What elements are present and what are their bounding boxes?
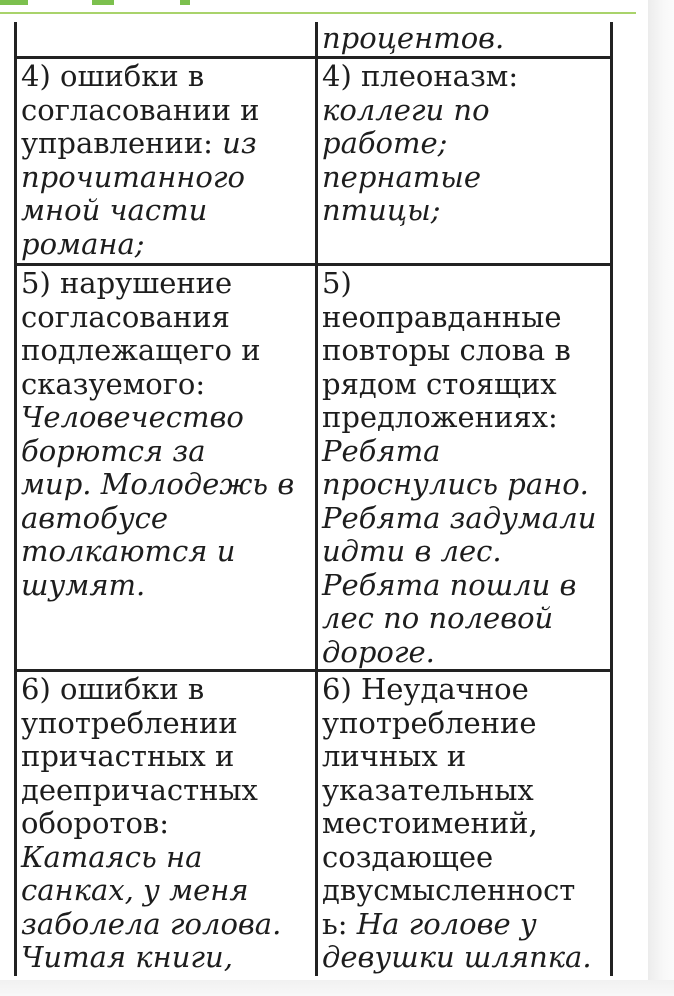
table-row: [14, 672, 613, 976]
table-cell-left: [14, 22, 315, 57]
page-shadow-right: [648, 0, 674, 996]
table-cell-left: 6) ошибки в употреблении причастных и деепричастных оборотов: Катаясь на санках, у меня заболела голова. Читая книги,: [14, 672, 315, 976]
table-row: [14, 59, 613, 263]
accent-segment: [180, 0, 190, 5]
accent-segment: [0, 0, 28, 5]
table-cell-right: процентов.: [315, 22, 613, 57]
table-cell-left: 4) ошибки в согласовании и управлении: из прочитанного мной части романа;: [14, 59, 315, 263]
table-cell-right: 4) плеоназм: коллеги по работе; пернатые птицы;: [315, 59, 613, 263]
table-cell-left: 5) нарушение согласования подлежащего и сказуемого: Человечество борются за мир. Молодежь в автобусе толкаются и шумят.: [14, 266, 315, 669]
top-accent-bar: [0, 0, 636, 14]
page-shadow-bottom: [0, 980, 674, 996]
table-cell-right: 6) Неудачное употребление личных и указательных местоимений, создающее двусмысленност ь: На голове у девушки шляпка.: [315, 672, 613, 976]
table-row: [14, 22, 613, 57]
table-row: [14, 266, 613, 669]
table-cell-right: 5) неоправданные повторы слова в рядом стоящих предложениях: Ребята проснулись рано. Ребята задумали идти в лес. Ребята пошли в лес по полевой дороге.: [315, 266, 613, 669]
accent-segment: [92, 0, 114, 5]
